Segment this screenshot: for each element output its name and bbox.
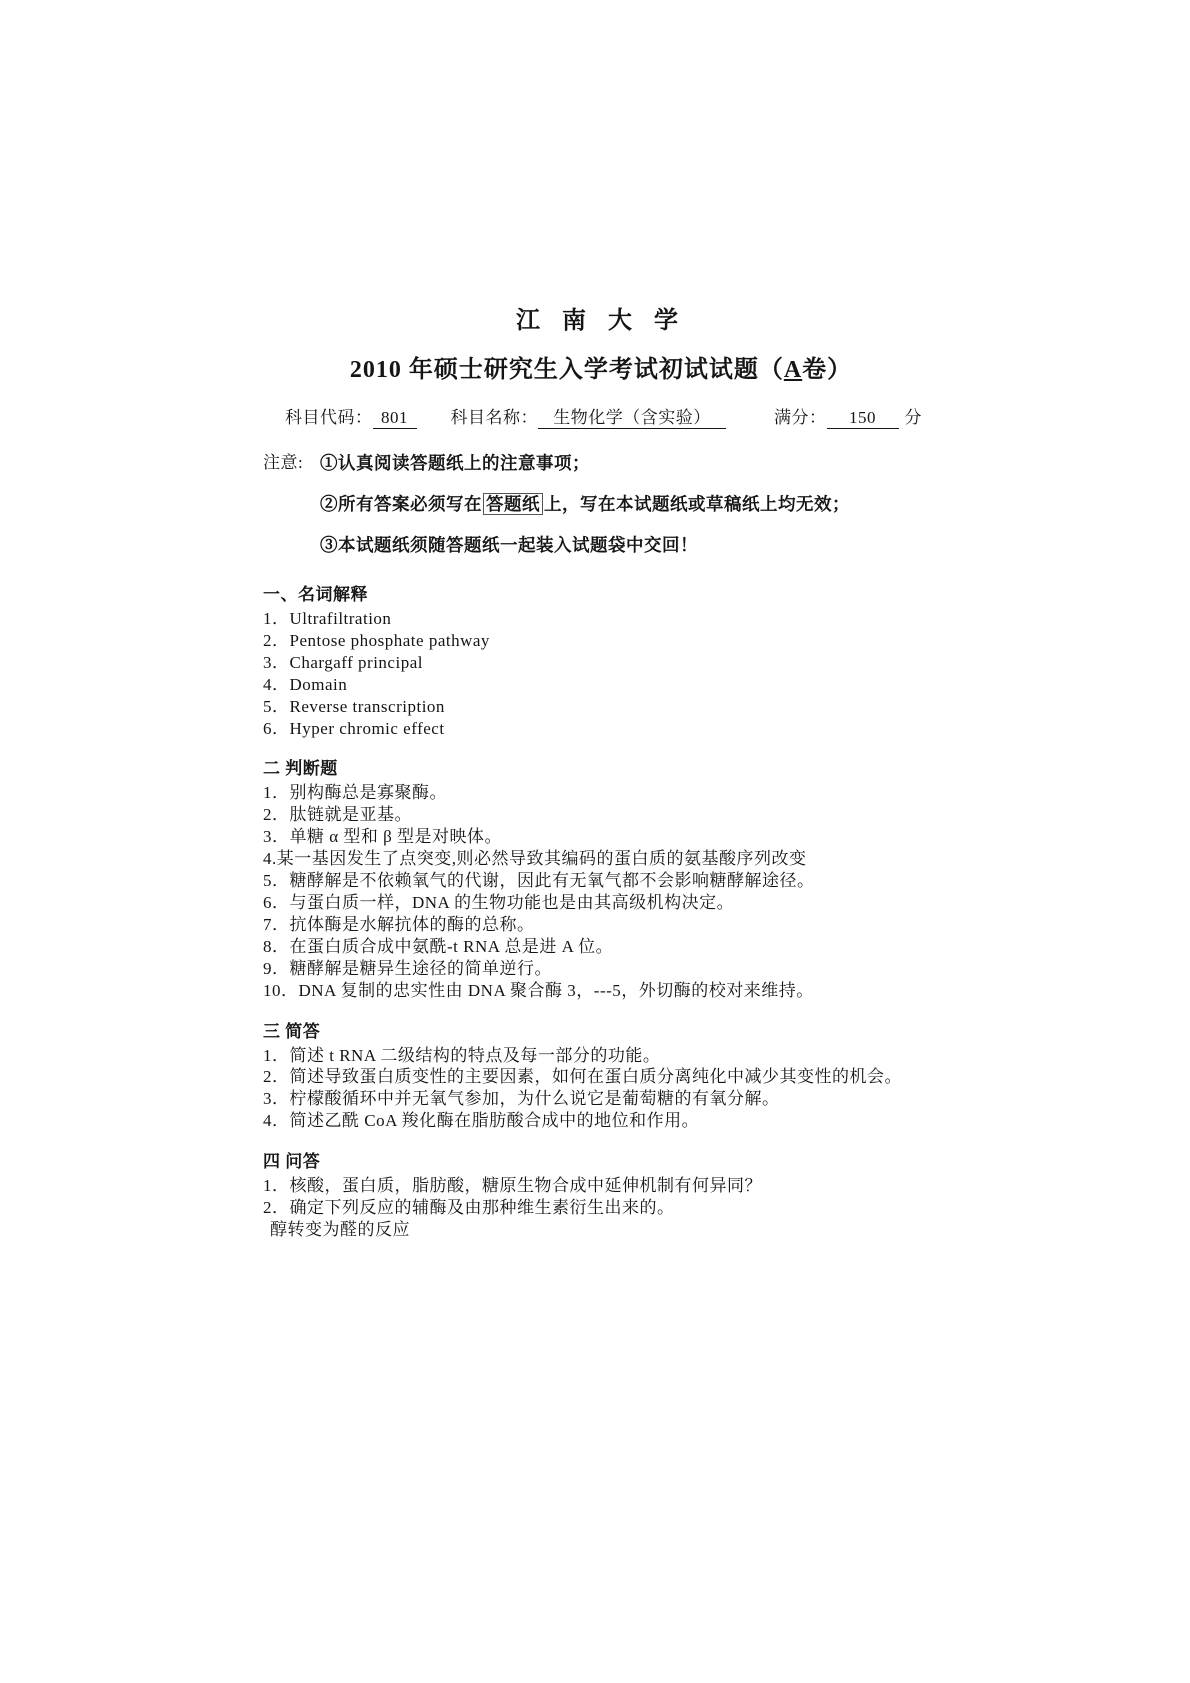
notice-item-3: ③本试题纸须随答题纸一起装入试题袋中交回！: [320, 535, 698, 555]
section-short-answer-heading: 三 简答: [263, 1021, 321, 1041]
notice-row-1: [263, 451, 939, 475]
reaction-line: 醇转变为醛的反应: [270, 1219, 410, 1239]
question-item: 4.某一基因发生了点突变,则必然导致其编码的蛋白质的氨基酸序列改变: [263, 849, 807, 869]
answer-sheet-boxed-text: 答题纸: [483, 493, 543, 515]
question-item: 9．糖酵解是糖异生途径的简单逆行。: [263, 958, 552, 978]
question-item: 3．单糖 α 型和 β 型是对映体。: [263, 827, 503, 847]
section-terms-list: [263, 608, 939, 739]
question-item: 7．抗体酶是水解抗体的酶的总称。: [263, 914, 535, 934]
notice-item-2: ②所有答案必须写在 答题纸 上，写在本试题纸或草稿纸上均无效；: [320, 494, 850, 514]
section-essay-list: [263, 1175, 939, 1219]
question-item: 2．简述导致蛋白质变性的主要因素，如何在蛋白质分离纯化中减少其变性的机会。: [263, 1067, 902, 1087]
document-body: [263, 0, 939, 1241]
section-truefalse-list: [263, 782, 939, 1001]
subject-name-value: 生物化学（含实验）: [538, 403, 726, 429]
university-title: 江 南 大 学: [516, 308, 686, 334]
question-item: 2．肽链就是亚基。: [263, 805, 412, 825]
question-item: 6．Hyper chromic effect: [263, 718, 445, 738]
subject-code-value: 801: [373, 408, 417, 429]
notice-row-2: [263, 492, 939, 516]
section-short-answer: [263, 1021, 939, 1133]
question-item: 1．Ultrafiltration: [263, 609, 392, 628]
question-item: 2．Pentose phosphate pathway: [263, 630, 490, 650]
notice-label: 注意:: [263, 453, 304, 472]
question-item: 3．Chargaff principal: [263, 652, 423, 672]
question-item: 1．简述 t RNA 二级结构的特点及每一部分的功能。: [263, 1045, 661, 1065]
section-essay-heading: 四 问答: [263, 1152, 321, 1172]
question-item: 6．与蛋白质一样，DNA 的生物功能也是由其高级机构决定。: [263, 892, 735, 912]
question-item: 1．核酸，蛋白质，脂肪酸，糖原生物合成中延伸机制有何异同？: [263, 1176, 762, 1196]
subject-name-label: 科目名称：: [450, 408, 538, 427]
full-score-value: 150: [827, 408, 899, 429]
exam-title: [263, 349, 939, 384]
subject-code-label: 科目代码：: [285, 408, 373, 427]
question-item: 4．简述乙酰 CoA 羧化酶在脂肪酸合成中的地位和作用。: [263, 1111, 700, 1131]
section-short-answer-list: [263, 1045, 939, 1133]
question-item: 4．Domain: [263, 674, 348, 694]
question-item: 3．柠檬酸循环中并无氧气参加，为什么说它是葡萄糖的有氧分解。: [263, 1089, 780, 1109]
subject-line: [263, 403, 939, 429]
full-score-label: 满分：: [774, 408, 827, 427]
question-item: 2．确定下列反应的辅酶及由那种维生素衍生出来的。: [263, 1198, 675, 1218]
section-truefalse: [263, 758, 939, 1001]
question-item: 8．在蛋白质合成中氨酰-t RNA 总是进 A 位。: [263, 936, 614, 956]
notice-item-1: ①认真阅读答题纸上的注意事项；: [320, 453, 590, 473]
notice-block: [263, 451, 939, 557]
question-item: 1．别构酶总是寡聚酶。: [263, 783, 447, 803]
section-terms-heading: 一、名词解释: [263, 585, 368, 604]
question-item: 5．Reverse transcription: [263, 696, 445, 716]
full-score-unit: 分: [904, 408, 922, 427]
section-essay: [263, 1151, 939, 1241]
section-terms: [263, 584, 939, 739]
section-truefalse-heading: 二 判断题: [263, 759, 338, 779]
exam-title-prefix: 2010 年硕士研究生入学考试初试试题（: [349, 357, 784, 383]
exam-paper-letter: A: [783, 357, 803, 383]
question-item: 5．糖酵解是不依赖氧气的代谢，因此有无氧气都不会影响糖酵解途径。: [263, 871, 815, 891]
notice-row-3: [263, 533, 939, 557]
exam-title-suffix: 卷）: [802, 357, 853, 383]
question-item: 10．DNA 复制的忠实性由 DNA 聚合酶 3，---5，外切酶的校对来维持。: [263, 980, 814, 1000]
